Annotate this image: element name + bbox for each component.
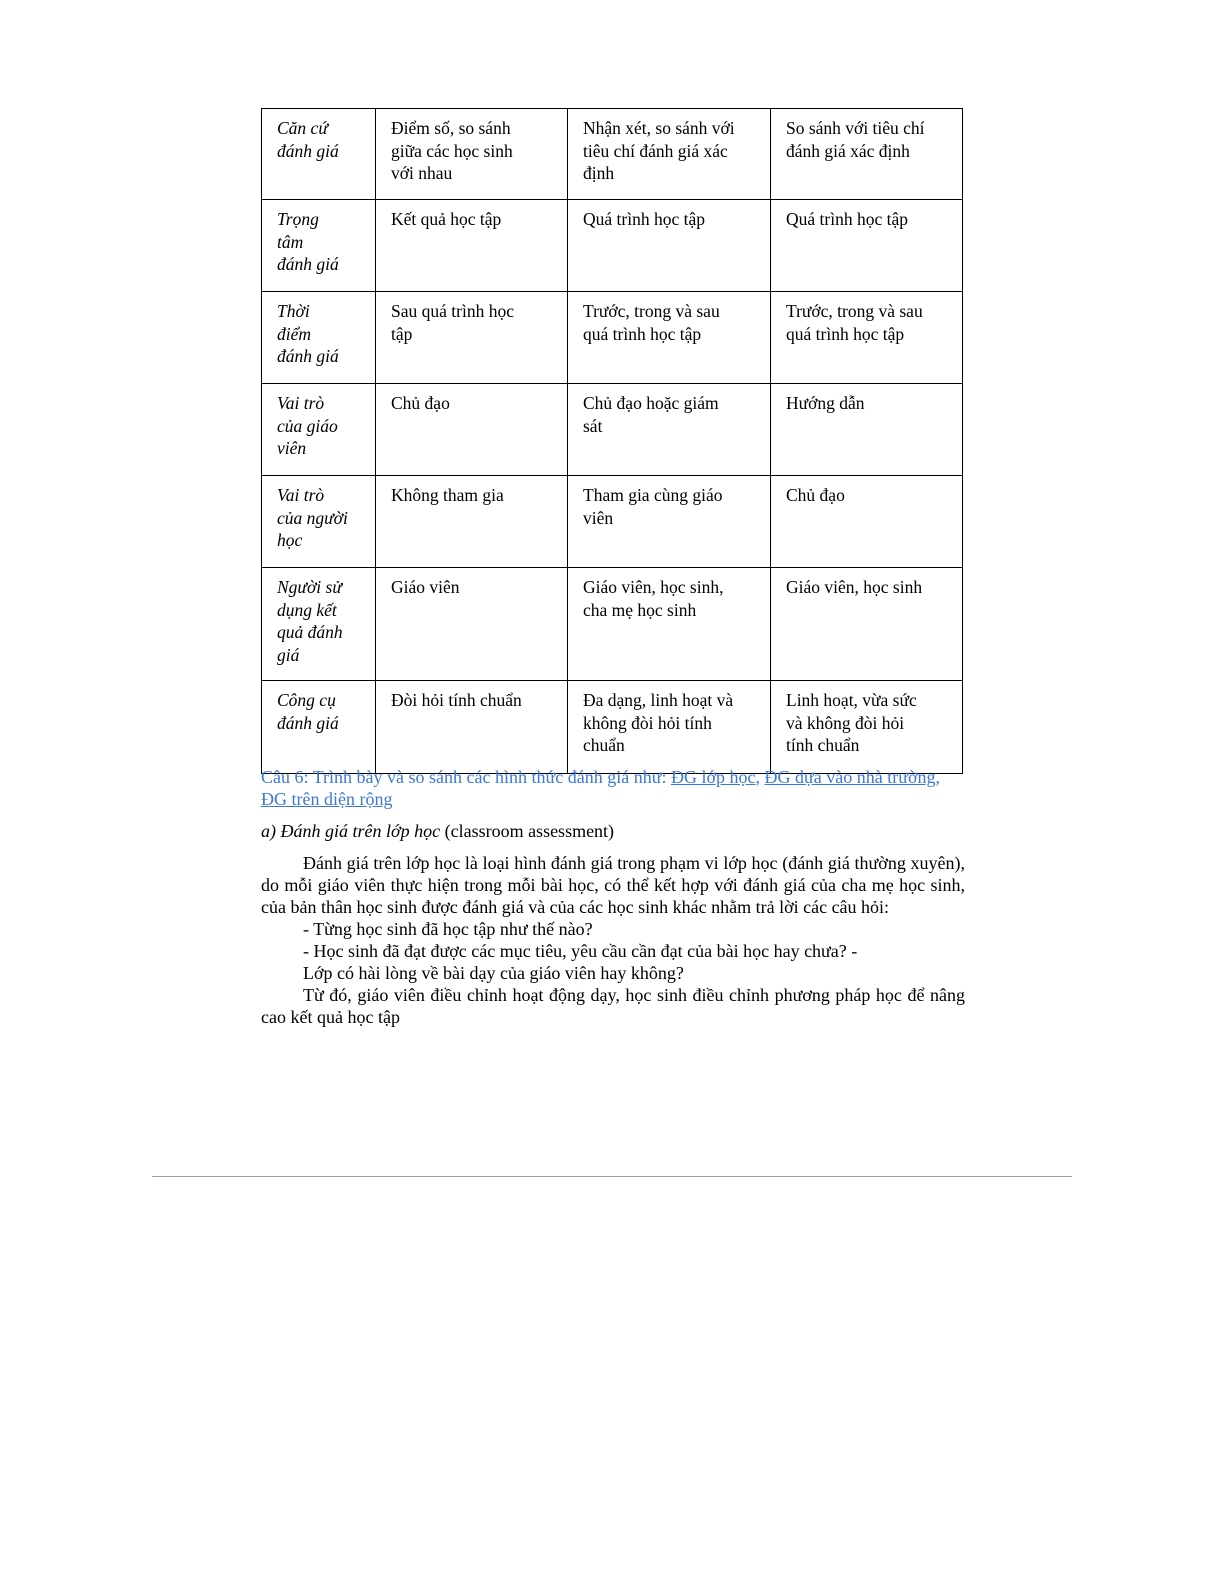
- question-6-separator: ,: [755, 767, 765, 787]
- question-6-prefix: Câu 6: Trình bày và so sánh các hình thức đánh giá như:: [261, 767, 671, 787]
- table-cell: Quá trình học tập: [771, 200, 963, 292]
- row-label: Công cụ đánh giá: [262, 681, 376, 774]
- table-row: [262, 568, 963, 681]
- row-label: Trọng tâm đánh giá: [262, 200, 376, 292]
- link-dg-lop-hoc[interactable]: ĐG lớp học: [670, 767, 756, 787]
- table-cell: Giáo viên: [376, 568, 568, 681]
- table-cell: Đòi hỏi tính chuẩn: [376, 681, 568, 774]
- table-cell: Giáo viên, học sinh: [771, 568, 963, 681]
- section-a-subtitle: (classroom assessment): [440, 821, 615, 841]
- table-cell: Sau quá trình học tập: [376, 292, 568, 384]
- table-cell: Tham gia cùng giáo viên: [568, 476, 771, 568]
- section-a-body: [261, 852, 965, 1028]
- table-cell: Kết quả học tập: [376, 200, 568, 292]
- link-dg-dien-rong[interactable]: ĐG trên diện rộng: [261, 789, 393, 809]
- table-cell: So sánh với tiêu chí đánh giá xác định: [771, 109, 963, 200]
- table-cell: Giáo viên, học sinh, cha mẹ học sinh: [568, 568, 771, 681]
- table-row: [262, 109, 963, 200]
- row-label: Vai trò của giáo viên: [262, 384, 376, 476]
- table-cell: Trước, trong và sau quá trình học tập: [568, 292, 771, 384]
- row-label: Căn cứ đánh giá: [262, 109, 376, 200]
- page-divider: [152, 1176, 1072, 1177]
- question-line: - Học sinh đã đạt được các mục tiêu, yêu cầu cần đạt của bài học hay chưa? -: [303, 941, 858, 961]
- table-row: [262, 200, 963, 292]
- table-cell: Chủ đạo: [771, 476, 963, 568]
- question-line: Lớp có hài lòng về bài dạy của giáo viên hay không?: [303, 963, 684, 983]
- row-label: Thời điểm đánh giá: [262, 292, 376, 384]
- section-a-title: a) Đánh giá trên lớp học: [261, 821, 441, 841]
- paragraph-intro: Đánh giá trên lớp học là loại hình đánh giá trong phạm vi lớp học (đánh giá thường xuyên), do mỗi giáo viên thực hiện trong mỗi bài học, có thể kết hợp với đánh giá của cha mẹ học sinh, của bản thân học sinh được đánh giá và của các học sinh khác nhằm trả lời các câu hỏi:: [261, 853, 965, 917]
- link-dg-nha-truong[interactable]: ĐG dựa vào nhà trường: [764, 767, 936, 787]
- question-6-heading: [261, 766, 965, 810]
- table-row: [262, 681, 963, 774]
- table-row: [262, 384, 963, 476]
- table-cell: Nhận xét, so sánh với tiêu chí đánh giá xác định: [568, 109, 771, 200]
- table-row: [262, 476, 963, 568]
- row-label: Người sử dụng kết quả đánh giá: [262, 568, 376, 681]
- paragraph-conclusion: Từ đó, giáo viên điều chỉnh hoạt động dạy, học sinh điều chỉnh phương pháp học để nâng cao kết quả học tập: [261, 985, 965, 1027]
- table-cell: Quá trình học tập: [568, 200, 771, 292]
- table-cell: Hướng dẫn: [771, 384, 963, 476]
- table-cell: Chủ đạo hoặc giám sát: [568, 384, 771, 476]
- table-cell: Không tham gia: [376, 476, 568, 568]
- question-6-separator: ,: [935, 767, 940, 787]
- table-cell: Điểm số, so sánh giữa các học sinh với nhau: [376, 109, 568, 200]
- table-cell: Đa dạng, linh hoạt và không đòi hỏi tính chuẩn: [568, 681, 771, 774]
- table-cell: Chủ đạo: [376, 384, 568, 476]
- section-a-heading: [261, 820, 965, 842]
- question-line: - Từng học sinh đã học tập như thế nào?: [303, 919, 593, 939]
- table-cell: Linh hoạt, vừa sức và không đòi hỏi tính chuẩn: [771, 681, 963, 774]
- table-cell: Trước, trong và sau quá trình học tập: [771, 292, 963, 384]
- table-row: [262, 292, 963, 384]
- comparison-table: [261, 108, 963, 774]
- row-label: Vai trò của người học: [262, 476, 376, 568]
